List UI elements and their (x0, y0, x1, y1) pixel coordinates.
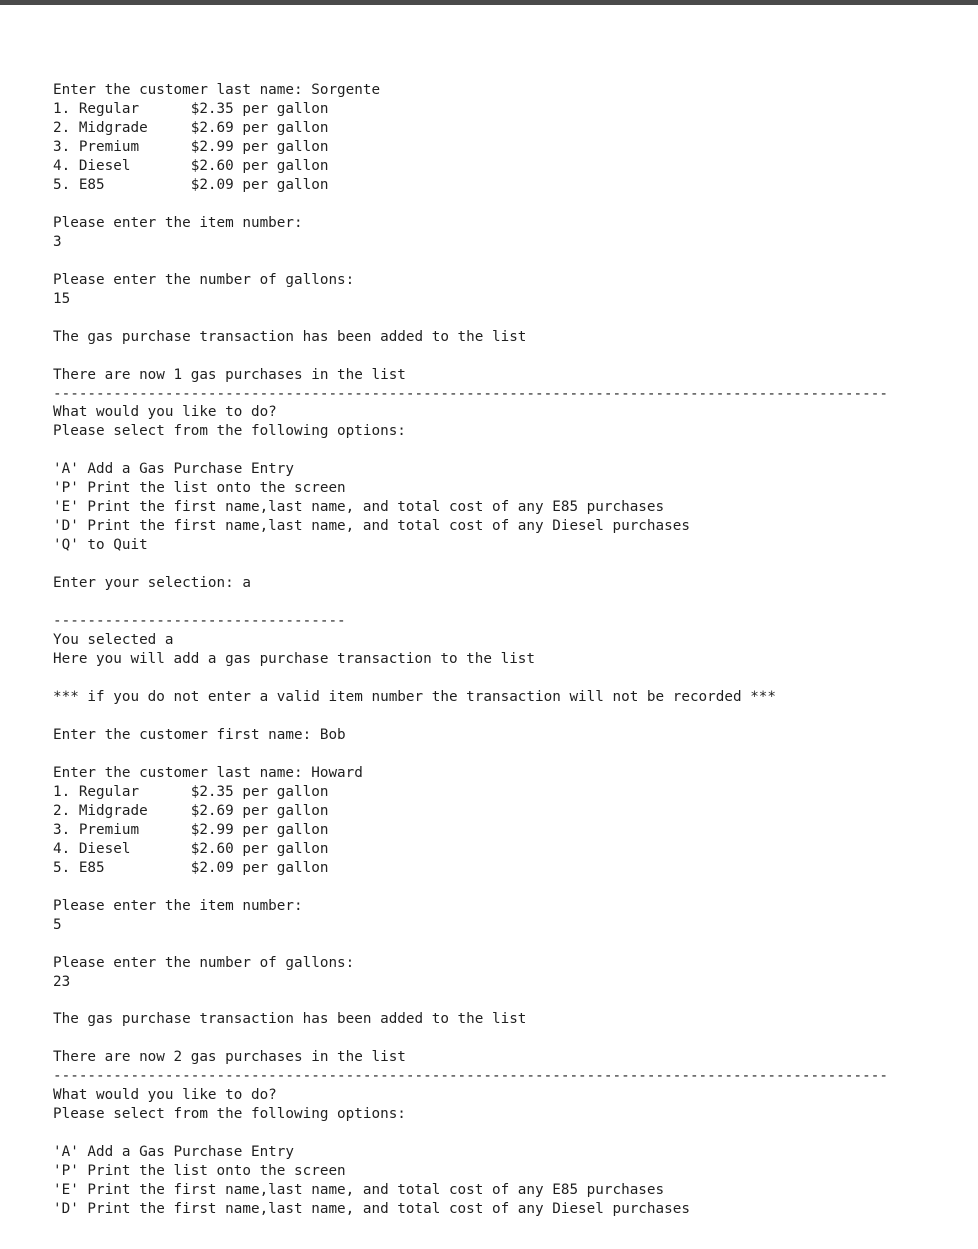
console-line: What would you like to do? (53, 404, 277, 421)
window-top-border (0, 0, 978, 5)
console-line: 'E' Print the first name,last name, and total cost of any E85 purchases (53, 1182, 665, 1199)
console-line: There are now 1 gas purchases in the list (53, 366, 406, 383)
console-line: Here you will add a gas purchase transaction to the list (53, 651, 536, 668)
console-line: 5. E85 $2.09 per gallon (53, 859, 329, 876)
console-line: 'P' Print the list onto the screen (53, 1163, 346, 1180)
console-line (53, 707, 953, 726)
console-line (53, 347, 953, 366)
console-line: Enter the customer last name: Sorgente (53, 82, 381, 98)
console-line: Enter the customer first name: Bob (53, 726, 346, 743)
console-line: You selected a (53, 632, 174, 649)
console-line: 3. Premium $2.99 per gallon (53, 138, 329, 155)
console-line: 5. E85 $2.09 per gallon (53, 176, 329, 193)
console-line: 'A' Add a Gas Purchase Entry (53, 1144, 295, 1161)
console-line: *** if you do not enter a valid item number the transaction will not be recorded *** (53, 689, 777, 705)
console-line: Please enter the number of gallons: (53, 271, 355, 288)
console-line: Please select from the following options: (53, 423, 406, 440)
console-line: 3 (53, 233, 62, 250)
console-line: 4. Diesel $2.60 per gallon (53, 840, 329, 857)
console-line (53, 878, 953, 897)
console-line (53, 593, 953, 612)
console-line: Please select from the following options: (53, 1106, 406, 1123)
console-line: 'D' Print the first name,last name, and total cost of any Diesel purchases (53, 1201, 690, 1218)
console-output (53, 81, 953, 1219)
console-line (53, 935, 953, 954)
console-line (53, 309, 953, 328)
console-line (53, 992, 953, 1011)
console-line: 1. Regular $2.35 per gallon (53, 100, 329, 117)
console-line: Please enter the item number: (53, 897, 303, 914)
console-line: Enter the customer last name: Howard (53, 764, 363, 781)
console-line: 2. Midgrade $2.69 per gallon (53, 802, 329, 819)
console-line: ------------------------------------------------------------------------------------------------- (53, 385, 888, 402)
console-line: Please enter the number of gallons: (53, 954, 355, 971)
console-line: Enter your selection: a (53, 575, 251, 592)
console-line: 'D' Print the first name,last name, and total cost of any Diesel purchases (53, 518, 690, 535)
console-line: 3. Premium $2.99 per gallon (53, 821, 329, 838)
console-line (53, 669, 953, 688)
console-line: 15 (53, 290, 71, 307)
console-line: There are now 2 gas purchases in the list (53, 1049, 406, 1066)
console-line: 'E' Print the first name,last name, and total cost of any E85 purchases (53, 499, 665, 516)
console-line: What would you like to do? (53, 1087, 277, 1104)
console-line: 'P' Print the list onto the screen (53, 480, 346, 497)
console-line: 4. Diesel $2.60 per gallon (53, 157, 329, 174)
console-line: 'Q' to Quit (53, 537, 148, 554)
console-line (53, 252, 953, 271)
console-line: The gas purchase transaction has been added to the list (53, 328, 527, 345)
console-line (53, 441, 953, 460)
console-line: 2. Midgrade $2.69 per gallon (53, 119, 329, 136)
console-line: 'A' Add a Gas Purchase Entry (53, 461, 295, 478)
console-line: 1. Regular $2.35 per gallon (53, 783, 329, 800)
console-line (53, 1029, 953, 1048)
console-line: 5 (53, 916, 62, 933)
console-line (53, 555, 953, 574)
console-line (53, 1124, 953, 1143)
console-line: The gas purchase transaction has been added to the list (53, 1011, 527, 1028)
console-line: Please enter the item number: (53, 214, 303, 231)
console-line: ------------------------------------------------------------------------------------------------- (53, 1068, 888, 1085)
console-line: ---------------------------------- (53, 613, 346, 630)
console-line (53, 195, 953, 214)
console-line: 23 (53, 973, 71, 990)
console-line (53, 745, 953, 764)
